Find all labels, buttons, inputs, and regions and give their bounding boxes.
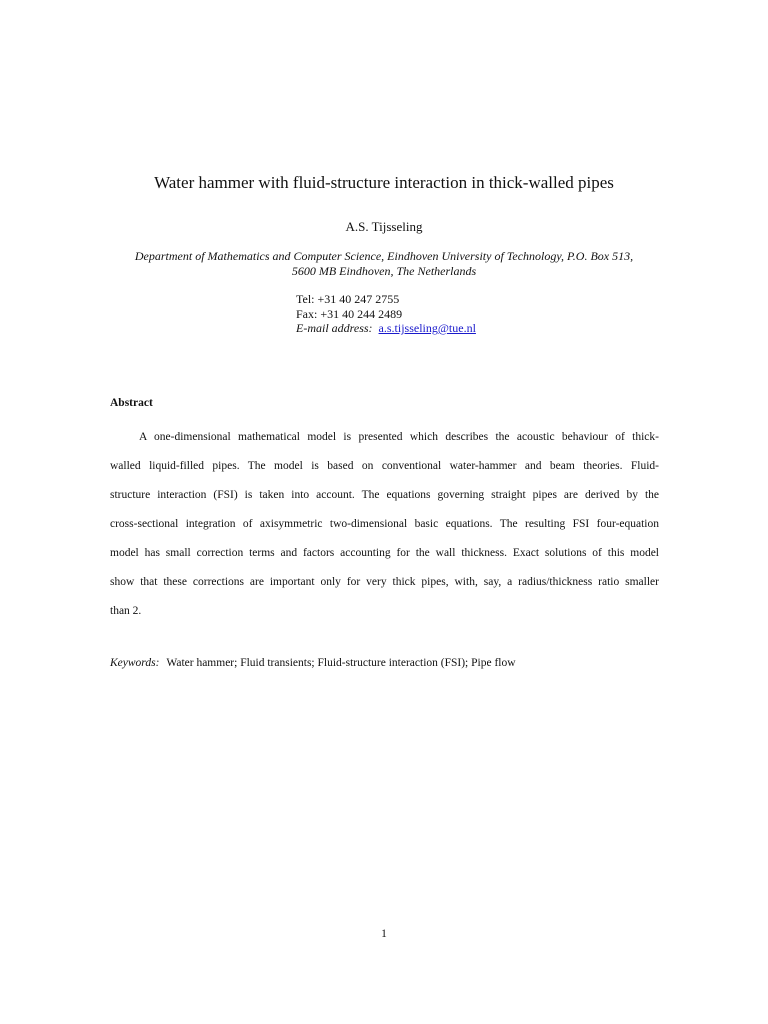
- contact-block: [296, 292, 476, 336]
- abstract-line: than 2.: [110, 605, 142, 617]
- paper-title: Water hammer with fluid-structure interaction in thick-walled pipes: [154, 173, 614, 192]
- abstract-line: structure interaction (FSI) is taken into account. The equations governing straight pipes are derived by the: [110, 489, 659, 501]
- affiliation-line-1: Department of Mathematics and Computer Science, Eindhoven University of Technology, P.O. Box 513,: [134, 249, 634, 263]
- abstract-line: cross-sectional integration of axisymmetric two-dimensional basic equations. The resulting FSI four-equation: [110, 518, 659, 530]
- contact-email-row: [296, 321, 476, 336]
- abstract-line: model has small correction terms and factors accounting for the wall thickness. Exact solutions of this model: [110, 547, 659, 559]
- abstract-line: show that these corrections are important only for very thick pipes, with, say, a radius/thickness ratio smaller: [110, 576, 659, 588]
- email-link[interactable]: a.s.tijsseling@tue.nl: [378, 321, 476, 335]
- abstract-line: walled liquid-filled pipes. The model is based on conventional water-hammer and beam theories. Fluid-: [110, 460, 659, 472]
- author-name: A.S. Tijsseling: [345, 219, 423, 234]
- author-affiliation: [60, 249, 708, 279]
- keywords-text: Water hammer; Fluid transients; Fluid-structure interaction (FSI); Pipe flow: [166, 657, 516, 669]
- abstract-line: A one-dimensional mathematical model is presented which describes the acoustic behaviour of thick-: [139, 431, 659, 443]
- abstract-body: [110, 423, 659, 626]
- abstract-heading: Abstract: [110, 397, 153, 409]
- keywords-label: Keywords:: [110, 657, 160, 669]
- affiliation-line-2: 5600 MB Eindhoven, The Netherlands: [291, 264, 477, 278]
- keywords-row: [110, 656, 516, 670]
- contact-tel: Tel: +31 40 247 2755: [296, 292, 400, 306]
- page-number: 1: [381, 928, 387, 940]
- contact-fax: Fax: +31 40 244 2489: [296, 306, 403, 321]
- email-label: E-mail address:: [296, 321, 373, 335]
